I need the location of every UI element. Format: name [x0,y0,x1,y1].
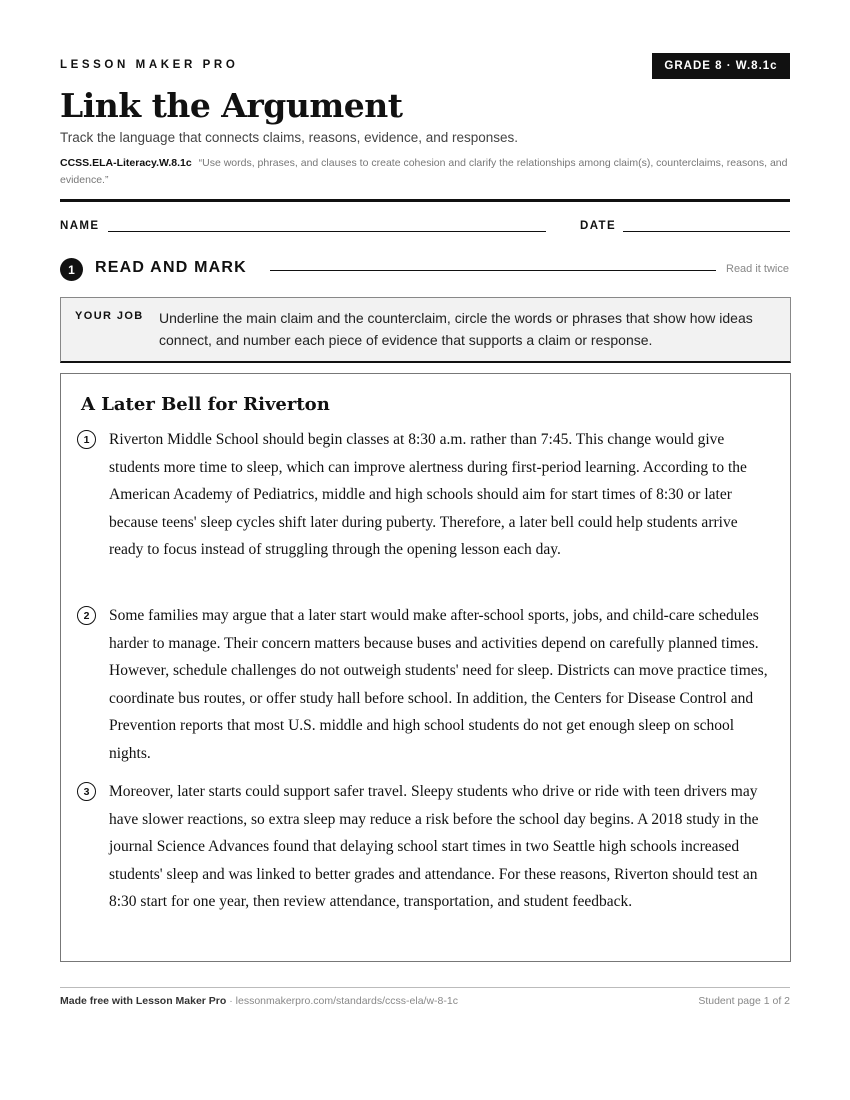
date-label: DATE [580,220,617,232]
standard-text: “Use words, phrases, and clauses to create cohesion and clarify the relationships among claim(s), counterclaims, reasons, and evidence.” [60,157,788,186]
header-divider [60,199,790,202]
paragraph-2: Some families may argue that a later start would make after-school sports, jobs, and child-care schedules harder to manage. Their concern matters because buses and activities depend on carefully planned times. However, schedule challenges do not outweigh students' need for sleep. Districts can move practice times, coordinate bus routes, or offer study hall before school. In addition, the Centers for Disease Control and Prevention reports that most U.S. middle and high school students do not get enough sleep on school nights. [109,607,768,762]
footer-divider [60,987,790,988]
page-title: Link the Argument [60,86,403,125]
passage-title: A Later Bell for Riverton [81,394,330,415]
section-number-badge: 1 [60,258,83,281]
footer-credit [60,995,458,1007]
paragraph-3: Moreover, later starts could support safer travel. Sleepy students who drive or ride with teen drivers may have slower reactions, so extra sleep may reduce a risk before the school day begins. A 2018 study in the journal Science Advances found that delaying school start times in two Seattle high schools increased students' sleep and was linked to better grades and attendance. For these reasons, Riverton should test an 8:30 start for one year, then review attendance, transportation, and student feedback. [109,783,759,911]
passage-box [60,373,791,962]
page-subtitle: Track the language that connects claims, reasons, evidence, and responses. [60,130,519,145]
footer-page-number: Student page 1 of 2 [698,995,790,1007]
footer-url[interactable]: · lessonmakerpro.com/standards/ccss-ela/w-8-1c [226,995,458,1007]
job-text: Underline the main claim and the counterclaim, circle the words or phrases that show how ideas connect, and number each piece of evidence that supports a claim or response. [159,310,753,348]
paragraph-number-3: 3 [77,782,96,801]
standard-code: CCSS.ELA-Literacy.W.8.1c [60,157,192,169]
paragraph-number-1: 1 [77,430,96,449]
date-line[interactable] [623,231,790,232]
name-line[interactable] [108,231,546,232]
paragraph-number-2: 2 [77,606,96,625]
standard-citation [60,155,790,189]
job-label: YOUR JOB [75,310,144,322]
section-hint: Read it twice [726,263,789,275]
paragraph-1: Riverton Middle School should begin classes at 8:30 a.m. rather than 7:45. This change would give students more time to sleep, which can improve alertness during first-period learning. According to the American Academy of Pediatrics, middle and high schools should aim for start times of 8:30 or later because teens' sleep cycles shift later during puberty. Therefore, a later bell could help students arrive ready to focus instead of struggling through the opening lesson each day. [109,431,747,559]
name-label: NAME [60,220,100,232]
section-divider [270,270,716,271]
footer-made-label: Made free with Lesson Maker Pro [60,995,227,1007]
brand-label: LESSON MAKER PRO [60,59,239,71]
grade-badge: GRADE 8 · W.8.1c [652,53,790,79]
section-title: READ AND MARK [95,259,247,276]
job-box [60,297,791,363]
